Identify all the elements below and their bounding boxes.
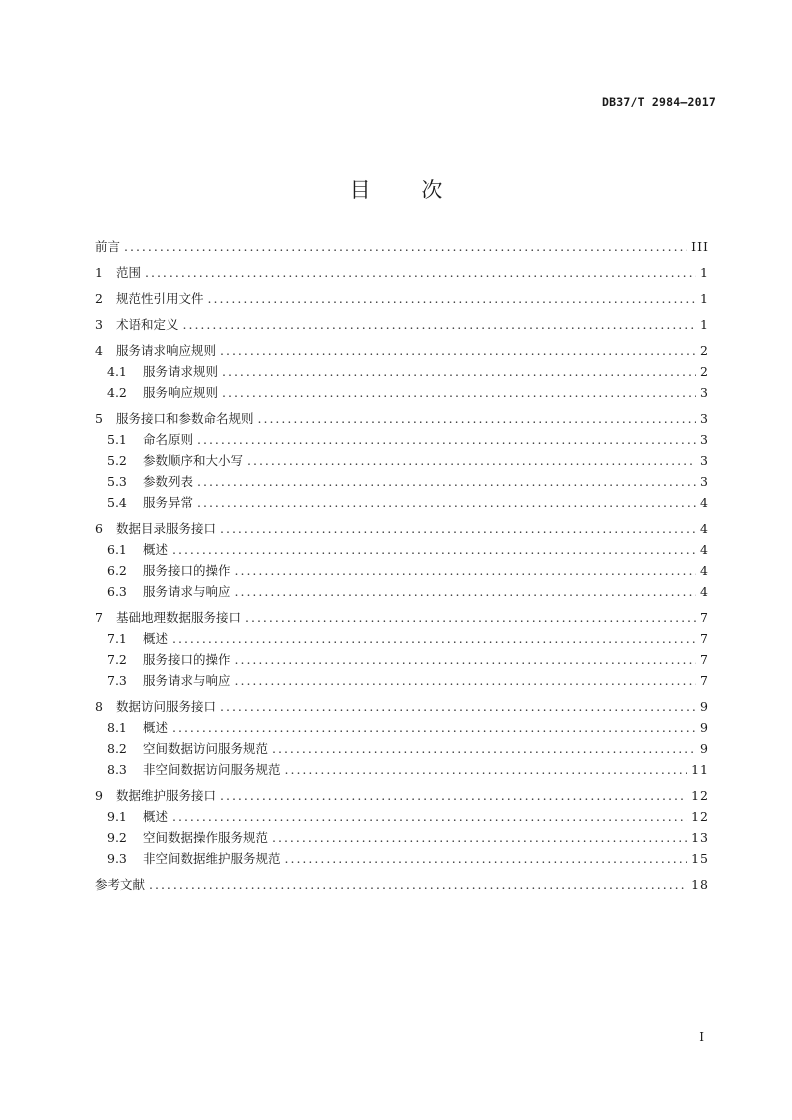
toc-entry-number: 4 — [95, 343, 103, 358]
toc-entry-label: 服务请求与响应 — [143, 673, 231, 688]
dot-leader — [197, 492, 696, 513]
toc-entry[interactable] — [95, 607, 709, 628]
toc-entry-page: 4 — [700, 563, 709, 578]
toc-entry-number: 9 — [95, 788, 103, 803]
toc-entry-label: 术语和定义 — [116, 317, 179, 332]
toc-entry-label: 服务异常 — [143, 495, 194, 510]
toc-entry-page: 18 — [691, 877, 709, 892]
toc-entry-page: 3 — [700, 411, 709, 426]
toc-entry-label: 前言 — [95, 239, 121, 254]
toc-entry-page: 3 — [700, 385, 709, 400]
dot-leader — [197, 429, 696, 450]
toc-entry-page: III — [691, 239, 709, 254]
toc-entry-label: 服务响应规则 — [143, 385, 219, 400]
toc-entry-number: 2 — [95, 291, 103, 306]
toc-entry-number: 5 — [95, 411, 103, 426]
toc-entry-page: 15 — [691, 851, 709, 866]
toc-entry-label: 空间数据操作服务规范 — [143, 830, 269, 845]
dot-leader — [149, 874, 687, 895]
toc-entry[interactable] — [95, 560, 709, 581]
toc-entry-page: 12 — [691, 788, 709, 803]
dot-leader — [172, 539, 696, 560]
dot-leader — [220, 340, 696, 361]
toc-entry[interactable] — [95, 848, 709, 869]
dot-leader — [220, 785, 687, 806]
toc-entry-number: 3 — [95, 317, 103, 332]
toc-entry-page: 4 — [700, 542, 709, 557]
dot-leader — [183, 314, 697, 335]
toc-entry-label: 服务接口和参数命名规则 — [116, 411, 254, 426]
toc-entry-label: 规范性引用文件 — [116, 291, 204, 306]
toc-entry[interactable] — [95, 450, 709, 471]
toc-entry[interactable] — [95, 471, 709, 492]
toc-entry-page: 7 — [700, 652, 709, 667]
toc-entry-number: 9.2 — [107, 830, 127, 845]
dot-leader — [235, 670, 697, 691]
toc-entry-number: 7.2 — [107, 652, 127, 667]
toc-entry-number: 7.3 — [107, 673, 127, 688]
dot-leader — [272, 827, 687, 848]
toc-entry-page: 2 — [700, 343, 709, 358]
dot-leader — [172, 628, 696, 649]
toc-entry-label: 概述 — [143, 631, 169, 646]
toc-entry-number: 4.1 — [107, 364, 127, 379]
toc-entry-label: 服务接口的操作 — [143, 652, 231, 667]
dot-leader — [272, 738, 696, 759]
dot-leader — [235, 560, 697, 581]
toc-entry-label: 数据目录服务接口 — [116, 521, 217, 536]
toc-entry-page: 7 — [700, 631, 709, 646]
toc-entry-label: 概述 — [143, 720, 169, 735]
toc-entry-number: 8.2 — [107, 741, 127, 756]
dot-leader — [235, 649, 697, 670]
toc-entry[interactable] — [95, 717, 709, 738]
toc-entry-label: 概述 — [143, 809, 169, 824]
toc-entry-label: 范围 — [116, 265, 142, 280]
toc-entry-page: 7 — [700, 610, 709, 625]
toc-entry-page: 9 — [700, 741, 709, 756]
toc-entry-page: 4 — [700, 584, 709, 599]
toc-entry[interactable] — [95, 236, 709, 257]
dot-leader — [208, 288, 697, 309]
toc-entry[interactable] — [95, 288, 709, 309]
dot-leader — [172, 717, 696, 738]
toc-entry-page: 7 — [700, 673, 709, 688]
toc-entry-number: 5.4 — [107, 495, 127, 510]
dot-leader — [220, 696, 696, 717]
toc-entry-number: 5.2 — [107, 453, 127, 468]
dot-leader — [258, 408, 697, 429]
toc-entry-label: 服务请求规则 — [143, 364, 219, 379]
toc-entry[interactable] — [95, 518, 709, 539]
page-number: I — [699, 1030, 704, 1044]
dot-leader — [222, 361, 696, 382]
toc-entry-label: 服务请求与响应 — [143, 584, 231, 599]
toc-entry-number: 6.2 — [107, 563, 127, 578]
dot-leader — [220, 518, 696, 539]
toc-entry-label: 概述 — [143, 542, 169, 557]
toc-entry[interactable] — [95, 361, 709, 382]
toc-entry-page: 1 — [700, 317, 709, 332]
toc-entry[interactable] — [95, 738, 709, 759]
toc-entry-label: 参数列表 — [143, 474, 194, 489]
toc-entry-number: 5.1 — [107, 432, 127, 447]
dot-leader — [245, 607, 696, 628]
toc-entry-page: 9 — [700, 720, 709, 735]
toc-entry[interactable] — [95, 806, 709, 827]
toc-entry-number: 1 — [95, 265, 103, 280]
toc-entry[interactable] — [95, 429, 709, 450]
toc-entry-number: 7 — [95, 610, 103, 625]
dot-leader — [235, 581, 697, 602]
dot-leader — [247, 450, 696, 471]
toc-entry-number: 6.1 — [107, 542, 127, 557]
toc-entry-label: 空间数据访问服务规范 — [143, 741, 269, 756]
toc-entry-number: 9.3 — [107, 851, 127, 866]
toc-entry[interactable] — [95, 581, 709, 602]
toc-entry-number: 4.2 — [107, 385, 127, 400]
table-of-contents — [95, 236, 709, 895]
toc-entry[interactable] — [95, 628, 709, 649]
toc-entry[interactable] — [95, 827, 709, 848]
toc-entry[interactable] — [95, 696, 709, 717]
toc-entry-page: 9 — [700, 699, 709, 714]
toc-entry-label: 服务请求响应规则 — [116, 343, 217, 358]
toc-entry[interactable] — [95, 314, 709, 335]
toc-entry[interactable] — [95, 340, 709, 361]
toc-entry-page: 12 — [691, 809, 709, 824]
toc-entry-label: 数据访问服务接口 — [116, 699, 217, 714]
toc-entry-label: 参考文献 — [95, 877, 146, 892]
toc-entry-label: 非空间数据访问服务规范 — [143, 762, 281, 777]
toc-entry-label: 参数顺序和大小写 — [143, 453, 244, 468]
toc-entry-page: 1 — [700, 291, 709, 306]
toc-entry-page: 4 — [700, 495, 709, 510]
toc-entry-number: 7.1 — [107, 631, 127, 646]
toc-entry-page: 3 — [700, 474, 709, 489]
toc-entry-number: 9.1 — [107, 809, 127, 824]
toc-entry-number: 8.3 — [107, 762, 127, 777]
toc-entry[interactable] — [95, 759, 709, 780]
toc-entry-page: 3 — [700, 453, 709, 468]
toc-entry[interactable] — [95, 785, 709, 806]
document-code: DB37/T 2984—2017 — [602, 95, 716, 109]
toc-entry-label: 命名原则 — [143, 432, 194, 447]
toc-entry[interactable] — [95, 492, 709, 513]
dot-leader — [285, 848, 688, 869]
toc-entry-number: 6 — [95, 521, 103, 536]
dot-leader — [197, 471, 696, 492]
toc-entry[interactable] — [95, 649, 709, 670]
toc-entry-label: 数据维护服务接口 — [116, 788, 217, 803]
toc-entry-label: 非空间数据维护服务规范 — [143, 851, 281, 866]
toc-entry[interactable] — [95, 539, 709, 560]
dot-leader — [222, 382, 696, 403]
toc-entry-number: 6.3 — [107, 584, 127, 599]
dot-leader — [145, 262, 696, 283]
dot-leader — [124, 236, 687, 257]
toc-entry-label: 基础地理数据服务接口 — [116, 610, 242, 625]
toc-entry[interactable] — [95, 262, 709, 283]
toc-entry-page: 11 — [691, 762, 709, 777]
toc-entry-page: 1 — [700, 265, 709, 280]
toc-entry-number: 8 — [95, 699, 103, 714]
toc-entry[interactable] — [95, 670, 709, 691]
toc-entry-page: 3 — [700, 432, 709, 447]
toc-entry-page: 13 — [691, 830, 709, 845]
dot-leader — [172, 806, 687, 827]
dot-leader — [285, 759, 688, 780]
toc-entry-page: 2 — [700, 364, 709, 379]
toc-entry-number: 5.3 — [107, 474, 127, 489]
toc-entry-page: 4 — [700, 521, 709, 536]
page-title: 目 次 — [349, 178, 465, 202]
toc-entry-number: 8.1 — [107, 720, 127, 735]
toc-entry[interactable] — [95, 408, 709, 429]
toc-entry-label: 服务接口的操作 — [143, 563, 231, 578]
toc-entry[interactable] — [95, 382, 709, 403]
toc-entry[interactable] — [95, 874, 709, 895]
